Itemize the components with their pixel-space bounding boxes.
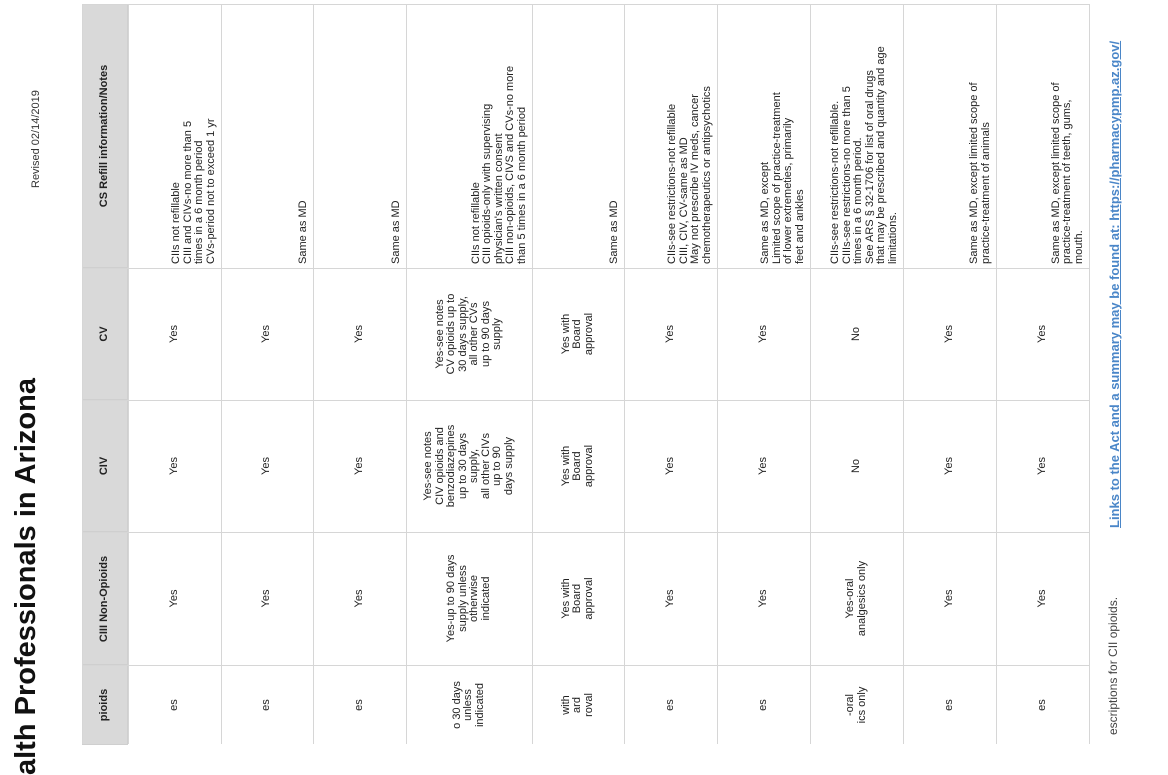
cell-text: es bbox=[756, 699, 769, 711]
table-cell-civ bbox=[128, 400, 221, 532]
cell-text: Yes-up to 90 days supply unless otherwise indicated bbox=[445, 554, 492, 643]
table-cell-civ bbox=[221, 400, 313, 532]
table-cell-ciii_non_opioids bbox=[717, 532, 810, 665]
column-header-ciii_non_opioids bbox=[82, 532, 128, 665]
table-cell-ciii_non_opioids bbox=[128, 532, 221, 665]
column-header-cii_opioids bbox=[82, 665, 128, 745]
table-cell-notes bbox=[624, 4, 717, 268]
table-cell-cii_opioids bbox=[903, 665, 996, 745]
column-header-label: CIV bbox=[98, 456, 110, 476]
cell-text: Yes bbox=[1035, 589, 1048, 608]
table-cell-ciii_non_opioids bbox=[903, 532, 996, 665]
cell-text: es bbox=[663, 699, 676, 711]
column-header-label: CS Refill information/Notes bbox=[98, 64, 110, 208]
table-cell-cv bbox=[128, 268, 221, 400]
table-cell-civ bbox=[717, 400, 810, 532]
table-cell-ciii_non_opioids bbox=[406, 532, 532, 665]
revision-date: Revised 02/14/2019 bbox=[30, 90, 42, 188]
cell-text: Yes-see notes CV opioids up to 30 days supply, all other CVs up to 90 days supply bbox=[433, 293, 503, 375]
cell-text: Yes bbox=[167, 589, 180, 608]
table-cell-notes bbox=[128, 4, 221, 268]
cell-text: Yes bbox=[756, 589, 769, 608]
table-cell-ciii_non_opioids bbox=[313, 532, 406, 665]
cell-text: es bbox=[260, 699, 273, 711]
cell-text: Same as MD, except Limited scope of practice-treatment of lower extremeties, primarily feet and ankles bbox=[759, 92, 806, 264]
cell-text: Yes with Board approval bbox=[559, 312, 595, 356]
table-cell-ciii_non_opioids bbox=[624, 532, 717, 665]
table-cell-cv bbox=[624, 268, 717, 400]
cell-text: Yes with Board approval bbox=[559, 577, 595, 620]
table-cell-cii_opioids bbox=[624, 665, 717, 745]
table-cell-cv bbox=[903, 268, 996, 400]
cell-text: Yes bbox=[260, 457, 273, 475]
cell-text: Same as MD bbox=[607, 200, 620, 264]
column-header-notes bbox=[82, 4, 128, 268]
cell-text: CIIs not refillable CIII opioids-only with supervising physician's written consent CIII non-opioids, CIVS and CVs-no more than 5 times in a 6 month period bbox=[469, 65, 528, 264]
cell-text: Same as MD, except limited scope of practice-treatment of teeth, gums, mouth. bbox=[1049, 82, 1085, 264]
cell-text: es bbox=[167, 699, 180, 711]
table-cell-cv bbox=[532, 268, 624, 400]
cell-text: Yes bbox=[260, 325, 273, 343]
cell-text: Yes bbox=[942, 589, 955, 608]
table-cell-notes bbox=[532, 4, 624, 268]
column-header-label: CIII Non-Opioids bbox=[98, 555, 110, 642]
table-cell-notes bbox=[717, 4, 810, 268]
table-cell-civ bbox=[996, 400, 1089, 532]
footnote: escriptions for CII opioids. bbox=[1106, 596, 1120, 735]
table-cell-cv bbox=[406, 268, 532, 400]
column-header-label: pioids bbox=[98, 688, 110, 722]
cell-text: Yes bbox=[942, 457, 955, 475]
cell-text: es bbox=[352, 699, 365, 711]
cell-text: Yes bbox=[1035, 325, 1048, 343]
table-cell-ciii_non_opioids bbox=[996, 532, 1089, 665]
cell-text: Yes bbox=[942, 325, 955, 343]
cell-text: No bbox=[849, 326, 862, 342]
table-cell-notes bbox=[313, 4, 406, 268]
cell-text: Yes bbox=[352, 457, 365, 475]
cell-text: CIIs not refillable CIII and CIVs-no more than 5 times in a 6 month period CVs-period not to exceed 1 yr bbox=[170, 118, 217, 264]
cell-text: Yes bbox=[663, 589, 676, 608]
cell-text: with ard roval bbox=[559, 693, 595, 717]
cell-text: CIIs-see restrictions-not refillable CIII, CIV, CV-same as MD May not prescribe IV meds, cancer chemotherapeutics or antipsychotics bbox=[666, 86, 713, 264]
column-header-civ bbox=[82, 400, 128, 532]
table-cell-cii_opioids bbox=[810, 665, 903, 745]
cell-text: Yes-see notes CIV opioids and benzodiazepines up to 30 days supply, all other CIVs up to 90 days supply bbox=[422, 424, 515, 508]
cell-text: Yes bbox=[1035, 457, 1048, 475]
table-cell-cii_opioids bbox=[996, 665, 1089, 745]
cell-text: Yes bbox=[352, 589, 365, 608]
cell-text: Yes bbox=[260, 589, 273, 608]
table-cell-cv bbox=[810, 268, 903, 400]
cell-text: Yes bbox=[663, 457, 676, 475]
cell-text: Yes bbox=[756, 457, 769, 475]
table-cell-cii_opioids bbox=[313, 665, 406, 745]
grid-line bbox=[1089, 4, 1090, 744]
table-cell-civ bbox=[406, 400, 532, 532]
table-cell-notes bbox=[996, 4, 1089, 268]
page-title: alth Professionals in Arizona bbox=[10, 378, 42, 775]
column-header-cv bbox=[82, 268, 128, 400]
table-cell-ciii_non_opioids bbox=[810, 532, 903, 665]
table-cell-civ bbox=[903, 400, 996, 532]
table-cell-cv bbox=[717, 268, 810, 400]
column-header-label: CV bbox=[98, 326, 110, 342]
table-cell-cii_opioids bbox=[221, 665, 313, 745]
table-cell-ciii_non_opioids bbox=[221, 532, 313, 665]
cell-text: No bbox=[849, 458, 862, 474]
table-cell-ciii_non_opioids bbox=[532, 532, 624, 665]
table-cell-cii_opioids bbox=[406, 665, 532, 745]
cell-text: Yes bbox=[167, 457, 180, 475]
table-cell-cv bbox=[996, 268, 1089, 400]
table-cell-civ bbox=[532, 400, 624, 532]
table-cell-cv bbox=[313, 268, 406, 400]
table-cell-notes bbox=[810, 4, 903, 268]
grid-line bbox=[82, 4, 83, 744]
cell-text: o 30 days unless indicated bbox=[450, 681, 486, 729]
table-cell-cii_opioids bbox=[717, 665, 810, 745]
cell-text: -oral ics only bbox=[844, 686, 868, 724]
table-cell-civ bbox=[624, 400, 717, 532]
table-cell-notes bbox=[221, 4, 313, 268]
cell-text: Yes with Board approval bbox=[559, 444, 595, 488]
table-cell-civ bbox=[810, 400, 903, 532]
cell-text: Same as MD bbox=[296, 200, 309, 264]
cell-text: Yes-oral analgesics only bbox=[844, 560, 868, 637]
cell-text: Yes bbox=[167, 325, 180, 343]
cell-text: Yes bbox=[663, 325, 676, 343]
cell-text: es bbox=[942, 699, 955, 711]
cell-text: Same as MD, except limited scope of practice-treatment of animals bbox=[968, 82, 992, 264]
table-cell-cv bbox=[221, 268, 313, 400]
table-cell-cii_opioids bbox=[532, 665, 624, 745]
cell-text: CIIs-see restrictions-not refillable. CIIIs-see restrictions-no more than 5 times in a 6 month period. See ARS § 32-1706 for list of oral drugs that may be prescribed and quantity and age limitations. bbox=[829, 46, 899, 264]
cell-text: es bbox=[1035, 699, 1048, 711]
cell-text: Same as MD bbox=[389, 200, 402, 264]
table-cell-notes bbox=[406, 4, 532, 268]
table-cell-civ bbox=[313, 400, 406, 532]
table-cell-notes bbox=[903, 4, 996, 268]
act-summary-link[interactable]: Links to the Act and a summary may be found at: https://pharmacypmp.az.gov/ bbox=[1107, 40, 1122, 528]
cell-text: Yes bbox=[756, 325, 769, 343]
table-cell-cii_opioids bbox=[128, 665, 221, 745]
cell-text: Yes bbox=[352, 325, 365, 343]
